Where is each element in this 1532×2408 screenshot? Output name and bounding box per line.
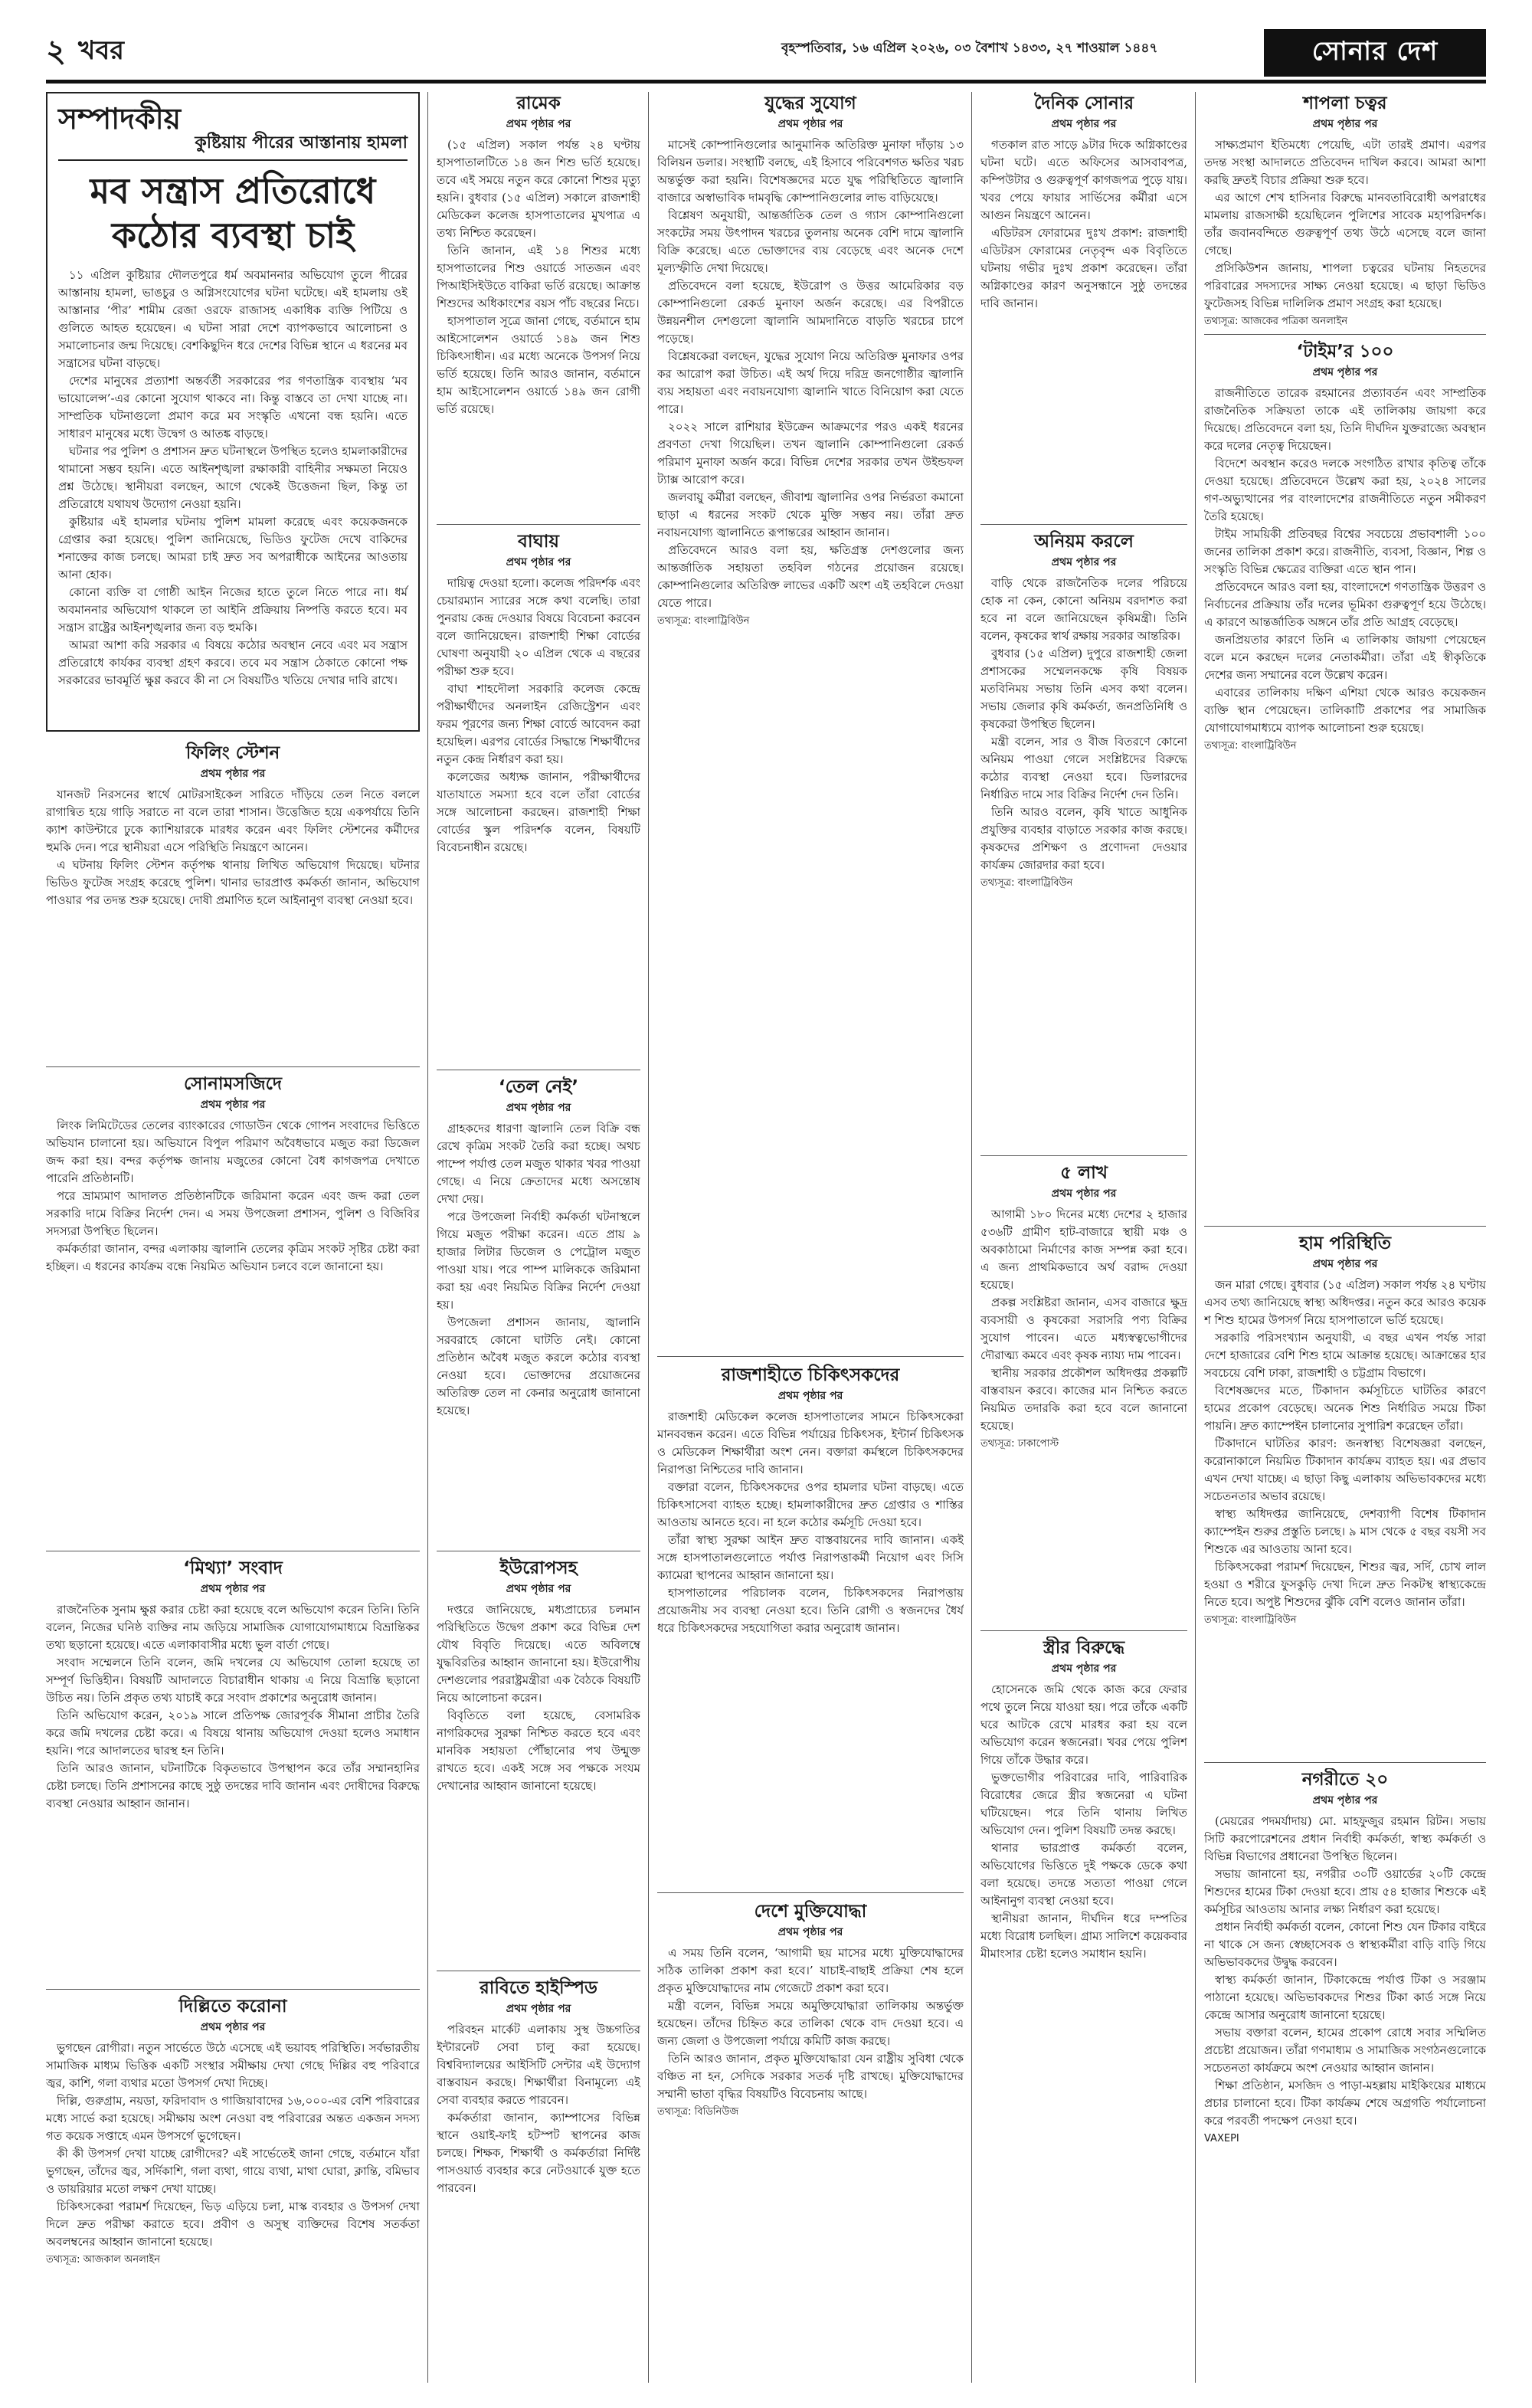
article-paragraph: কলেজের অধ্যক্ষ জানান, পরীক্ষার্থীদের যাতাযাতে সমস্যা হবে বলে তাঁরা বোর্ডের সঙ্গে আলোচনা করছেন। রাজশাহী শিক্ষা বোর্ডের স্কুল পরিদর্শক বলেন, বিষয়টি বিবেচনাধীন রয়েছে। [437, 770, 640, 854]
article-paragraph: বিশ্লেষকেরা বলছেন, যুদ্ধের সুযোগ নিয়ে অতিরিক্ত মুনাফার ওপর কর আরোপ করা উচিত। এই অর্থ দিয়ে দরিদ্র জনগোষ্ঠীর জ্বালানি ব্যয় সহায়তা এবং নবায়নযোগ্য জ্বালানি খাতে বিনিয়োগ করা যেতে পারে। [657, 349, 964, 416]
divider [1204, 334, 1486, 335]
article-paragraph: তিনি অভিযোগ করেন, ২০১৯ সালে প্রতিপক্ষ জোরপূর্বক সীমানা প্রাচীর তৈরি করে জমি দখলের চেষ্টা করে। এ বিষয়ে থানায় অভিযোগ দেওয়া হলেও সমাধান হয়নি। পরে আদালতের দ্বারস্থ হন তিনি। [46, 1709, 420, 1758]
article-dainik-sonar [980, 92, 1187, 521]
article-jump: প্রথম পৃষ্ঠার পর [1312, 1258, 1378, 1270]
editorial-paragraph: কোনো ব্যক্তি বা গোষ্ঠী আইন নিজের হাতে তুলে নিতে পারে না। ধর্ম অবমাননার অভিযোগ থাকলে তা আইনি প্রক্রিয়ায় নিষ্পত্তি করতে হবে। মব সন্ত্রাস রাষ্ট্রের আইনশৃঙ্খলার জন্য বড় হুমকি। [58, 585, 408, 634]
article-aniyam [980, 530, 1187, 1152]
article-jump: প্রথম পৃষ্ঠার পর [200, 2021, 266, 2033]
article-paragraph: স্থানীয় সরকার প্রকৌশল অধিদপ্তর প্রকল্পটি বাস্তবায়ন করবে। কাজের মান নিশ্চিত করতে নিয়মিত তদারকি করা হবে বলে জানানো হয়েছে। [980, 1366, 1187, 1433]
article-paragraph: তিনি আরও জানান, প্রকৃত মুক্তিযোদ্ধারা যেন রাষ্ট্রীয় সুবিধা থেকে বঞ্চিত না হন, সেদিকে সরকার সতর্ক দৃষ্টি রাখছে। মুক্তিযোদ্ধাদের সম্মানী ভাতা বৃদ্ধির বিষয়টিও বিবেচনায় আছে। [657, 2052, 964, 2101]
article-jump: প্রথম পৃষ্ঠার পর [777, 1926, 843, 1938]
article-paragraph: কর্মকর্তারা জানান, বন্দর এলাকায় জ্বালানি তেলের কৃত্রিম সংকট সৃষ্টির চেষ্টা করা হচ্ছিল। এ ধরনের কার্যক্রম বন্ধে নিয়মিত অভিযান চলবে বলে জানানো হয়। [46, 1242, 420, 1273]
article-credit: VAXEPI [1204, 2133, 1239, 2144]
article-paragraph: স্থানীয়রা জানান, দীর্ঘদিন ধরে দম্পতির মধ্যে বিরোধ চলছিল। গ্রাম্য সালিশে কয়েকবার মীমাংসার চেষ্টা হলেও সমাধান হয়নি। [980, 1912, 1187, 1961]
article-paragraph: স্বাস্থ্য কর্মকর্তা জানান, টিকাকেন্দ্রে পর্যাপ্ত টিকা ও সরঞ্জাম পাঠানো হয়েছে। অভিভাবকদের শিশুর টিকা কার্ড সঙ্গে নিয়ে কেন্দ্রে আসার অনুরোধ জানানো হয়েছে। [1204, 1973, 1486, 2022]
article-headline: ‘তেল নেই’ [498, 1077, 579, 1097]
article-headline: যুদ্ধের সুযোগ [764, 93, 856, 113]
article-five-lakh [980, 1161, 1187, 1627]
article-paragraph: হাসপাতালের পরিচালক বলেন, চিকিৎসকদের নিরাপত্তায় প্রয়োজনীয় সব ব্যবস্থা নেওয়া হবে। তিনি রোগী ও স্বজনদের ধৈর্য ধরে চিকিৎসকদের সহযোগিতা করার অনুরোধ জানান। [657, 1586, 964, 1635]
article-headline: দৈনিক সোনার [1033, 93, 1134, 113]
column-rule [1195, 92, 1196, 2383]
article-credit: তথ্যসূত্র: বাংলাট্রিবিউন [1204, 740, 1297, 752]
article-jump: প্রথম পৃষ্ঠার পর [1051, 1188, 1117, 1200]
article-ham [1204, 1232, 1486, 1759]
article-paragraph: স্বাস্থ্য অধিদপ্তর জানিয়েছে, দেশব্যাপী বিশেষ টিকাদান ক্যাম্পেইন শুরুর প্রস্তুতি চলছে। ৯ মাস থেকে ৫ বছর বয়সী সব শিশুকে এর আওতায় আনা হবে। [1204, 1507, 1486, 1556]
article-paragraph: রাজনীতিতে তারেক রহমানের প্রত্যাবর্তন এবং সাম্প্রতিক রাজনৈতিক সক্রিয়তা তাকে এই তালিকায় জায়গা করে দিয়েছে। প্রতিবেদনে বলা হয়, তিনি দীর্ঘদিন যুক্তরাজ্যে অবস্থান করে দলের নেতৃত্ব দিয়েছেন। [1204, 386, 1486, 453]
article-paragraph: পরিবহন মার্কেট এলাকায় সুস্থ উচ্চগতির ইন্টারনেট সেবা চালু করা হয়েছে। বিশ্ববিদ্যালয়ের আইসিটি সেন্টার এই উদ্যোগ বাস্তবায়ন করছে। শিক্ষার্থীরা বিনামূল্যে এই সেবা ব্যবহার করতে পারবেন। [437, 2023, 640, 2107]
article-paragraph: যানজট নিরসনের স্বার্থে মোটরসাইকেল সারিতে দাঁড়িয়ে তেল নিতে বললে রাগান্বিত হয়ে গাড়ি সরাতে না বলে তারা শাসান। উত্তেজিত হয়ে একপর্যায়ে তিনি ক্যাশ কাউন্টারে ঢুকে ক্যাশিয়ারকে মারধর করেন এবং ফিলিং স্টেশনের কর্মীদের হুমকি দেন। পরে স্থানীয়রা এসে পরিস্থিতি নিয়ন্ত্রণে আনেন। [46, 788, 420, 854]
editorial-body [58, 267, 408, 690]
article-paragraph: প্রতিবেদনে বলা হয়েছে, ইউরোপ ও উত্তর আমেরিকার বড় কোম্পানিগুলো রেকর্ড মুনাফা অর্জন করেছে। এর বিপরীতে উন্নয়নশীল দেশগুলো জ্বালানি আমদানিতে বাড়তি খরচের চাপে পড়েছে। [657, 279, 964, 346]
article-paragraph: চিকিৎসকেরা পরামর্শ দিয়েছেন, শিশুর জ্বর, সর্দি, চোখ লাল হওয়া ও শরীরে ফুসকুড়ি দেখা দিলে দ্রুত নিকটস্থ স্বাস্থ্যকেন্দ্রে নিতে হবে। অপুষ্ট শিশুদের ঝুঁকি বেশি বলেও জানান তাঁরা। [1204, 1560, 1486, 1609]
article-credit: তথ্যসূত্র: বিডিনিউজ [657, 2106, 739, 2118]
article-jump: প্রথম পৃষ্ঠার পর [1051, 556, 1117, 568]
article-headline: রাবিতে হাইস্পিড [480, 1978, 597, 1998]
article-jump: প্রথম পৃষ্ঠার পর [1051, 118, 1117, 130]
editorial-box [46, 92, 420, 732]
article-freedom-fighter [657, 1900, 964, 2378]
article-paragraph: তাঁরা স্বাস্থ্য সুরক্ষা আইন দ্রুত বাস্তবায়নের দাবি জানান। একই সঙ্গে হাসপাতালগুলোতে পর্যাপ্ত নিরাপত্তাকর্মী নিয়োগ এবং সিসি ক্যামেরা স্থাপনের আহ্বান জানানো হয়। [657, 1533, 964, 1582]
divider [657, 1356, 964, 1357]
article-paragraph: দায়িত্ব দেওয়া হলো। কলেজ পরিদর্শক এবং চেয়ারম্যান স্যারের সঙ্গে কথা বলেছি। তারা পুনরায় কেন্দ্র দেওয়ার বিষয়ে বিবেচনা করবেন বলে জানিয়েছেন। রাজশাহী শিক্ষা বোর্ডের ঘোষণা অনুযায়ী ২০ এপ্রিল থেকে এ বছরের পরীক্ষা শুরু হবে। [437, 576, 640, 678]
article-paragraph: (১৫ এপ্রিল) সকাল পর্যন্ত ২৪ ঘণ্টায় হাসপাতালটিতে ১৪ জন শিশু ভর্তি হয়েছে। তবে এই সময়ে নতুন করে কোনো শিশুর মৃত্যু হয়নি। বুধবার (১৫ এপ্রিল) সকালে রাজশাহী মেডিকেল কলেজ হাসপাতালের মুখপাত্র এ তথ্য নিশ্চিত করেছেন। [437, 138, 640, 240]
editorial-paragraph: দেশের মানুষের প্রত্যাশা অন্তর্বর্তী সরকারের পর গণতান্ত্রিক ব্যবস্থায় ‘মব ভায়োলেন্স’-এর কোনো সুযোগ থাকবে না। কিন্তু বাস্তবে তা দেখা যাচ্ছে না। সাম্প্রতিক ঘটনাগুলো প্রমাণ করে মব সংস্কৃতি এখনো বন্ধ হয়নি। এতে সাধারণ মানুষের মধ্যে উদ্বেগ ও আতঙ্ক বাড়ছে। [58, 374, 408, 441]
article-mithya [46, 1557, 420, 1986]
article-headline: সোনামসজিদে [183, 1074, 283, 1094]
article-jump: প্রথম পৃষ্ঠার পর [777, 118, 843, 130]
article-paragraph: বিশেষজ্ঞদের মতে, টিকাদান কর্মসূচিতে ঘাটতির কারণে হামের প্রকোপ বেড়েছে। অনেক শিশু নির্ধারিত সময়ে টিকা পায়নি। দ্রুত ক্যাম্পেইন চালানোর সুপারিশ করেছেন তাঁরা। [1204, 1384, 1486, 1433]
article-paragraph: (মেয়রের পদমর্যাদায়) মো. মাহফুজুর রহমান রিটন। সভায় সিটি করপোরেশনের প্রধান নির্বাহী কর্মকর্তা, স্বাস্থ্য কর্মকর্তা ও বিভিন্ন বিভাগের প্রধানেরা উপস্থিত ছিলেন। [1204, 1814, 1486, 1863]
article-paragraph: জলবায়ু কর্মীরা বলছেন, জীবাশ্ম জ্বালানির ওপর নির্ভরতা কমানো ছাড়া এ ধরনের সংকট থেকে মুক্তি সম্ভব নয়। তাঁরা দ্রুত নবায়নযোগ্য জ্বালানিতে রূপান্তরের আহ্বান জানান। [657, 490, 964, 539]
article-jump: প্রথম পৃষ্ঠার পর [200, 1099, 266, 1111]
article-war [657, 92, 964, 1348]
article-credit: তথ্যসূত্র: বাংলাট্রিবিউন [657, 615, 750, 627]
article-paragraph: ভুক্তভোগীর পরিবারের দাবি, পারিবারিক বিরোধের জেরে স্ত্রীর স্বজনেরা এ ঘটনা ঘটিয়েছেন। পরে তিনি থানায় লিখিত অভিযোগ দেন। পুলিশ বিষয়টি তদন্ত করছে। [980, 1771, 1187, 1837]
article-credit: তথ্যসূত্র: আজকাল অনলাইন [46, 2254, 161, 2265]
article-headline: অনিয়ম করলে [1034, 532, 1134, 552]
article-paragraph: তিনি আরও বলেন, কৃষি খাতে আধুনিক প্রযুক্তির ব্যবহার বাড়াতে সরকার কাজ করছে। কৃষকদের প্রশিক্ষণ ও প্রণোদনা দেওয়ার কার্যক্রম জোরদার করা হবে। [980, 805, 1187, 872]
article-paragraph: এডিটরস ফোরামের দুঃখ প্রকাশ: রাজশাহী এডিটরস ফোরামের নেতৃবৃন্দ এক বিবৃতিতে ঘটনায় গভীর দুঃখ প্রকাশ করেছেন। তাঁরা অগ্নিকাণ্ডের কারণ অনুসন্ধানে সুষ্ঠু তদন্তের দাবি জানান। [980, 226, 1187, 310]
article-headline: ‘টাইম’র ১০০ [1296, 342, 1394, 362]
article-baghai [437, 530, 640, 1066]
article-headline: ৫ লাখ [1060, 1163, 1108, 1183]
article-paragraph: টাইম সাময়িকী প্রতিবছর বিশ্বের সবচেয়ে প্রভাবশালী ১০০ জনের তালিকা প্রকাশ করে। রাজনীতি, ব্যবসা, বিজ্ঞান, শিল্প ও সংস্কৃতি বিভিন্ন ক্ষেত্রের ব্যক্তিরা এতে স্থান পান। [1204, 527, 1486, 576]
article-paragraph: বুধবার (১৫ এপ্রিল) দুপুরে রাজশাহী জেলা প্রশাসকের সম্মেলনকক্ষে কৃষি বিষয়ক মতবিনিময় সভায় তিনি এসব কথা বলেন। সভায় জেলার কৃষি কর্মকর্তা, জনপ্রতিনিধি ও কৃষকেরা উপস্থিত ছিলেন। [980, 647, 1187, 731]
article-credit: তথ্যসূত্র: বাংলাট্রিবিউন [980, 877, 1073, 889]
article-jump: প্রথম পৃষ্ঠার পর [1312, 1794, 1378, 1807]
article-headline: রাজশাহীতে চিকিৎসকদের [721, 1365, 900, 1385]
article-headline: ফিলিং স্টেশন [185, 743, 280, 763]
column-rule [971, 92, 972, 2383]
article-jump: প্রথম পৃষ্ঠার পর [1312, 118, 1378, 130]
divider [1204, 1762, 1486, 1763]
article-jump: প্রথম পৃষ্ঠার পর [506, 556, 571, 568]
masthead [46, 29, 1486, 86]
article-headline: স্ত্রীর বিরুদ্ধে [1043, 1638, 1125, 1658]
article-jump: প্রথম পৃষ্ঠার পর [506, 1583, 571, 1595]
article-shapla [1204, 92, 1486, 331]
divider [657, 1892, 964, 1893]
newspaper-logo: সোনার দেশ [1264, 29, 1486, 77]
article-paragraph: বিশ্লেষণ অনুযায়ী, আন্তর্জাতিক তেল ও গ্যাস কোম্পানিগুলো সংকটের সময় উৎপাদন খরচের তুলনায় অনেক বেশি দামে জ্বালানি বিক্রি করেছে। এতে ভোক্তাদের ব্যয় বেড়েছে এবং অনেক দেশে মূল্যস্ফীতি দেখা দিয়েছে। [657, 208, 964, 275]
article-paragraph: প্রসিকিউশন জানায়, শাপলা চত্বরের ঘটনায় নিহতদের পরিবারের সদস্যদের সাক্ষ্য নেওয়া হয়েছে। এ ছাড়া ভিডিও ফুটেজসহ বিভিন্ন দালিলিক প্রমাণ সংগ্রহ করা হয়েছে। [1204, 261, 1486, 310]
editorial-paragraph: ঘটনার পর পুলিশ ও প্রশাসন দ্রুত ঘটনাস্থলে উপস্থিত হলেও হামলাকারীদের থামানো সম্ভব হয়নি। এতে আইনশৃঙ্খলা রক্ষাকারী বাহিনীর সক্ষমতা নিয়েও প্রশ্ন উঠেছে। স্থানীয়রা বলছেন, আগে থেকেই উত্তেজনা ছিল, কিন্তু তা প্রতিরোধে যথাযথ উদ্যোগ নেওয়া হয়নি। [58, 444, 408, 511]
article-paragraph: বক্তারা বলেন, চিকিৎসকদের ওপর হামলার ঘটনা বাড়ছে। এতে চিকিৎসাসেবা ব্যাহত হচ্ছে। হামলাকারীদের দ্রুত গ্রেপ্তার ও শাস্তির আওতায় আনতে হবে। না হলে কঠোর কর্মসূচি দেওয়া হবে। [657, 1480, 964, 1529]
article-paragraph: দপ্তরে জানিয়েছে, মধ্যপ্রাচ্যের চলমান পরিস্থিতিতে উদ্বেগ প্রকাশ করে বিভিন্ন দেশ যৌথ বিবৃতি দিয়েছে। এতে অবিলম্বে যুদ্ধবিরতির আহ্বান জানানো হয়। ইউরোপীয় দেশগুলোর পররাষ্ট্রমন্ত্রীরা এক বৈঠকে বিষয়টি নিয়ে আলোচনা করেন। [437, 1603, 640, 1705]
article-paragraph: বাড়ি থেকে রাজনৈতিক দলের পরিচয়ে হোক না কেন, কোনো অনিয়ম বরদাশত করা হবে না বলে জানিয়েছেন কৃষিমন্ত্রী। তিনি বলেন, কৃষকের স্বার্থ রক্ষায় সরকার আন্তরিক। [980, 576, 1187, 643]
editorial-paragraph: আমরা আশা করি সরকার এ বিষয়ে কঠোর অবস্থান নেবে এবং মব সন্ত্রাস প্রতিরোধে কার্যকর ব্যবস্থা গ্রহণ করবে। তবে মব সন্ত্রাস ঠেকাতে কোনো পক্ষ সরকারের ভাবমূর্তি ক্ষুণ্ণ করবে কী না সে বিষয়টিও খতিয়ে দেখার দাবি রাখে। [58, 638, 408, 687]
article-jump: প্রথম পৃষ্ঠার পর [1051, 1663, 1117, 1675]
article-headline: বাঘায় [518, 532, 559, 552]
article-paragraph: পরে উপজেলা নির্বাহী কর্মকর্তা ঘটনাস্থলে গিয়ে মজুত পরীক্ষা করেন। এতে প্রায় ৯ হাজার লিটার ডিজেল ও পেট্রোল মজুত পাওয়া যায়। পরে পাম্প মালিককে জরিমানা করা হয় এবং নিয়মিত বিক্রির নির্দেশ দেওয়া হয়। [437, 1210, 640, 1312]
article-paragraph: ভুগছেন রোগীরা। নতুন সার্ভেতে উঠে এসেছে এই ভয়াবহ পরিস্থিতি। সর্বভারতীয় সামাজিক মাধ্যম ভিত্তিক একটি সংস্থার সমীক্ষায় দেখা গেছে দিল্লির বহু পরিবারে জ্বর, কাশি, গলা ব্যথার মতো উপসর্গ দেখা দিচ্ছে। [46, 2041, 420, 2090]
divider [46, 1989, 420, 1990]
article-paragraph: জন মারা গেছে। বুধবার (১৫ এপ্রিল) সকাল পর্যন্ত ২৪ ঘণ্টায় এসব তথ্য জানিয়েছে স্বাস্থ্য অধিদপ্তর। নতুন করে আরও কয়েক শ শিশু হামের উপসর্গ নিয়ে হাসপাতালে ভর্তি হয়েছে। [1204, 1278, 1486, 1327]
article-paragraph: তিনি আরও জানান, ঘটনাটিকে বিকৃতভাবে উপস্থাপন করে তাঁর সম্মানহানির চেষ্টা চলছে। তিনি প্রশাসনের কাছে সুষ্ঠু তদন্তের দাবি জানান এবং দোষীদের বিরুদ্ধে ব্যবস্থা নেওয়ার আহ্বান জানান। [46, 1761, 420, 1810]
article-paragraph: টিকাদানে ঘাটতির কারণ: জনস্বাস্থ্য বিশেষজ্ঞরা বলছেন, করোনাকালে নিয়মিত টিকাদান কার্যক্রম ব্যাহত হয়। এর প্রভাব এখন দেখা যাচ্ছে। এ ছাড়া কিছু এলাকায় অভিভাবকদের মধ্যে সচেতনতার অভাব রয়েছে। [1204, 1437, 1486, 1503]
article-paragraph: হাসপাতাল সূত্রে জানা গেছে, বর্তমানে হাম আইসোলেশন ওয়ার্ডে ১৪৯ জন শিশু চিকিৎসাধীন। এর মধ্যে অনেকে উপসর্গ নিয়ে ভর্তি হয়েছে। তিনি আরও জানান, বর্তমানে হাম আইসোলেশন ওয়ার্ডে ১৪৯ জন রোগী ভর্তি রয়েছে। [437, 314, 640, 416]
article-time [1204, 340, 1486, 1223]
article-paragraph: সভায় বক্তারা বলেন, হামের প্রকোপ রোধে সবার সম্মিলিত প্রচেষ্টা প্রয়োজন। তাঁরা গণমাধ্যম ও সামাজিক সংগঠনগুলোকে সচেতনতা কার্যক্রমে অংশ নেওয়ার আহ্বান জানান। [1204, 2026, 1486, 2075]
article-paragraph: মাসেই কোম্পানিগুলোর আনুমানিক অতিরিক্ত মুনাফা দাঁড়ায় ১৩ বিলিয়ন ডলার। সংস্থাটি বলছে, এই হিসাবে পরিবেশগত ক্ষতির খরচ অন্তর্ভুক্ত করা হয়নি। বিশেষজ্ঞদের মতে যুদ্ধ পরিস্থিতিতে জ্বালানি বাজারে অস্বাভাবিক দামবৃদ্ধি কোম্পানিগুলোর লাভ বাড়িয়েছে। [657, 138, 964, 205]
article-credit: তথ্যসূত্র: বাংলাট্রিবিউন [1204, 1614, 1297, 1626]
article-paragraph: বিবৃতিতে বলা হয়েছে, বেসামরিক নাগরিকদের সুরক্ষা নিশ্চিত করতে হবে এবং মানবিক সহায়তা পৌঁছানোর পথ উন্মুক্ত রাখতে হবে। একই সঙ্গে সব পক্ষকে সংযম দেখানোর আহ্বান জানানো হয়েছে। [437, 1709, 640, 1793]
divider [980, 524, 1187, 525]
article-paragraph: এ সময় তিনি বলেন, ‘আগামী ছয় মাসের মধ্যে মুক্তিযোদ্ধাদের সঠিক তালিকা প্রকাশ করা হবে।’ যাচাই-বাছাই প্রক্রিয়া শেষ হলে প্রকৃত মুক্তিযোদ্ধাদের নাম গেজেটে প্রকাশ করা হবে। [657, 1946, 964, 1995]
article-jump: প্রথম পৃষ্ঠার পর [506, 118, 571, 130]
editorial-kicker: কুষ্টিয়ায় পীরের আস্তানায় হামলা [58, 132, 408, 161]
article-paragraph: জনপ্রিয়তার কারণে তিনি এ তালিকায় জায়গা পেয়েছেন বলে মনে করছেন দলের নেতাকর্মীরা। তাঁরা এই স্বীকৃতিকে দেশের জন্য সম্মানের বলে উল্লেখ করেন। [1204, 633, 1486, 682]
article-jump: প্রথম পৃষ্ঠার পর [200, 768, 266, 780]
article-credit: তথ্যসূত্র: ঢাকাপোস্ট [980, 1438, 1059, 1450]
article-paragraph: গতকাল রাত সাড়ে ৯টার দিকে অগ্নিকাণ্ডের ঘটনা ঘটে। এতে অফিসের আসবাবপত্র, কম্পিউটার ও গুরুত্বপূর্ণ কাগজপত্র পুড়ে যায়। খবর পেয়ে ফায়ার সার্ভিসের কর্মীরা এসে আগুন নিয়ন্ত্রণে আনেন। [980, 138, 1187, 222]
article-paragraph: সংবাদ সম্মেলনে তিনি বলেন, জমি দখলের যে অভিযোগ তোলা হয়েছে তা সম্পূর্ণ ভিত্তিহীন। বিষয়টি আদালতে বিচারাধীন থাকায় এ নিয়ে বিভ্রান্তি ছড়ানো উচিত নয়। তিনি প্রকৃত তথ্য যাচাই করে সংবাদ প্রকাশের অনুরোধ জানান। [46, 1656, 420, 1705]
article-credit: তথ্যসূত্র: আজকের পত্রিকা অনলাইন [1204, 316, 1348, 327]
article-paragraph: কর্মকর্তারা জানান, ক্যাম্পাসের বিভিন্ন স্থানে ওয়াই-ফাই হটস্পট স্থাপনের কাজ চলছে। শিক্ষক, শিক্ষার্থী ও কর্মকর্তারা নির্দিষ্ট পাসওয়ার্ড ব্যবহার করে নেটওয়ার্কে যুক্ত হতে পারবেন। [437, 2111, 640, 2195]
article-paragraph: থানার ভারপ্রাপ্ত কর্মকর্তা বলেন, অভিযোগের ভিত্তিতে দুই পক্ষকে ডেকে কথা বলা হয়েছে। তদন্তে সত্যতা পাওয়া গেলে আইনানুগ ব্যবস্থা নেওয়া হবে। [980, 1841, 1187, 1908]
masthead-rule [46, 80, 1486, 84]
article-paragraph: প্রতিবেদনে আরও বলা হয়, বাংলাদেশে গণতান্ত্রিক উত্তরণ ও নির্বাচনের প্রক্রিয়ায় তাঁর দলের ভূমিকা গুরুত্বপূর্ণ হয়ে উঠেছে। এ কারণে আন্তর্জাতিক অঙ্গনে তাঁর প্রতি আগ্রহ বেড়েছে। [1204, 580, 1486, 629]
article-headline: দেশে মুক্তিযোদ্ধা [754, 1902, 867, 1921]
article-paragraph: শিক্ষা প্রতিষ্ঠান, মসজিদ ও পাড়া-মহল্লায় মাইকিংয়ের মাধ্যমে প্রচার চালানো হবে। টিকা কার্যক্রম শেষে অগ্রগতি পর্যালোচনা করে পরবর্তী পদক্ষেপ নেওয়া হবে। [1204, 2079, 1486, 2128]
article-sonamasjid [46, 1073, 420, 1548]
article-paragraph: আগামী ১৮০ দিনের মধ্যে দেশের ২ হাজার ৫৩৬টি গ্রামীণ হাট-বাজারে স্থায়ী মঞ্চ ও অবকাঠামো নির্মাণের কাজ সম্পন্ন করা হবে। এ জন্য প্রাথমিকভাবে অর্থ বরাদ্দ দেওয়া হয়েছে। [980, 1207, 1187, 1292]
column-rule [427, 92, 428, 2383]
article-paragraph: লিংক লিমিটেডের তেলের ব্যাংকারের গোডাউন থেকে গোপন সংবাদের ভিত্তিতে অভিযান চালানো হয়। অভিযানে বিপুল পরিমাণ অবৈধভাবে মজুত করা ডিজেল জব্দ করা হয়। বন্দর কর্তৃপক্ষ জানায় মজুতের কোনো বৈধ কাগজপত্র দেখাতে পারেনি প্রতিষ্ঠানটি। [46, 1119, 420, 1185]
article-jump: প্রথম পৃষ্ঠার পর [777, 1390, 843, 1402]
article-europe [437, 1557, 640, 1967]
editorial-title: মব সন্ত্রাস প্রতিরোধে কঠোর ব্যবস্থা চাই [90, 170, 376, 256]
article-paragraph: প্রকল্প সংশ্লিষ্টরা জানান, এসব বাজারে ক্ষুদ্র ব্যবসায়ী ও কৃষকেরা সরাসরি পণ্য বিক্রির সুযোগ পাবেন। এতে মধ্যস্বত্বভোগীদের দৌরাত্ম্য কমবে এবং কৃষক ন্যায্য দাম পাবেন। [980, 1296, 1187, 1362]
article-paragraph: সভায় জানানো হয়, নগরীর ৩০টি ওয়ার্ডের ২০টি কেন্দ্রে শিশুদের হামের টিকা দেওয়া হবে। প্রায় ৫৪ হাজার শিশুকে এই কর্মসূচির আওতায় আনার লক্ষ্য নির্ধারণ করা হয়েছে। [1204, 1867, 1486, 1916]
article-paragraph: প্রতিবেদনে আরও বলা হয়, ক্ষতিগ্রস্ত দেশগুলোর জন্য আন্তর্জাতিক সহায়তা তহবিল গঠনের প্রয়োজন রয়েছে। কোম্পানিগুলোর অতিরিক্ত লাভের একটি অংশ এই তহবিলে দেওয়া যেতে পারে। [657, 543, 964, 610]
article-headline: হাম পরিস্থিতি [1298, 1233, 1392, 1253]
article-jump: প্রথম পৃষ্ঠার পর [506, 2003, 571, 2015]
article-paragraph: রাজশাহী মেডিকেল কলেজ হাসপাতালের সামনে চিকিৎসকেরা মানববন্ধন করেন। এতে বিভিন্ন পর্যায়ের চিকিৎসক, ইন্টার্ন চিকিৎসক ও মেডিকেল শিক্ষার্থীরা অংশ নেন। বক্তারা কর্মস্থলে চিকিৎসকদের নিরাপত্তা নিশ্চিতের দাবি জানান। [657, 1410, 964, 1476]
article-tel-nei [437, 1076, 640, 1548]
article-paragraph: সাক্ষ্যপ্রমাণ ইতিমধ্যে পেয়েছি, এটা তারই প্রমাণ। এরপর তদন্ত সংস্থা আদালতে প্রতিবেদন দাখিল করবে। আমরা আশা করছি দ্রুতই বিচার প্রক্রিয়া শুরু হবে। [1204, 138, 1486, 187]
article-paragraph: পরে ভ্রাম্যমাণ আদালত প্রতিষ্ঠানটিকে জরিমানা করেন এবং জব্দ করা তেল সরকারি দামে বিক্রির নির্দেশ দেন। এ সময় উপজেলা প্রশাসন, পুলিশ ও বিজিবির সদস্যরা উপস্থিত ছিলেন। [46, 1189, 420, 1238]
article-paragraph: গ্রাহকদের ধারণা জ্বালানি তেল বিক্রি বন্ধ রেখে কৃত্রিম সংকট তৈরি করা হচ্ছে। অথচ পাম্পে পর্যাপ্ত তেল মজুত থাকার খবর পাওয়া গেছে। এ নিয়ে ক্রেতাদের মধ্যে অসন্তোষ দেখা দেয়। [437, 1122, 640, 1206]
divider [437, 524, 640, 525]
article-headline: দিল্লিতে করোনা [178, 1997, 287, 2016]
editorial-paragraph: ১১ এপ্রিল কুষ্টিয়ার দৌলতপুরে ধর্ম অবমাননার অভিযোগ তুলে পীরের আস্তানায় হামলা, ভাঙচুর ও অগ্নিসংযোগের ঘটনা ঘটেছে। এই হামলায় ওই আস্তানার ‘পীর’ শামীম রেজা ওরফে রাজাসহ একাধিক ব্যক্তি পিটিয়ে ও গুলিতে আহত হয়েছেন। এ ঘটনা সারা দেশে ব্যাপকভাবে আলোচনা ও সমালোচনার জন্ম দিয়েছে। বেশকিছুদিন ধরে দেশের বিভিন্ন স্থানে এ ধরনের মব সন্ত্রাসের ঘটনা বাড়ছে। [58, 268, 408, 370]
divider [980, 1155, 1187, 1156]
article-paragraph: ২০২২ সালে রাশিয়ার ইউক্রেন আক্রমণের পরও একই ধরনের প্রবণতা দেখা গিয়েছিল। তখন জ্বালানি কোম্পানিগুলো রেকর্ড পরিমাণ মুনাফা অর্জন করে। বিভিন্ন দেশের সরকার তখন উইন্ডফল ট্যাক্স আরোপ করে। [657, 420, 964, 487]
page-number-section [46, 34, 124, 70]
article-paragraph: উপজেলা প্রশাসন জানায়, জ্বালানি সরবরাহে কোনো ঘাটতি নেই। কোনো প্রতিষ্ঠান অবৈধ মজুত করলে কঠোর ব্যবস্থা নেওয়া হবে। ভোক্তাদের প্রয়োজনের অতিরিক্ত তেল না কেনার অনুরোধ জানানো হয়েছে। [437, 1315, 640, 1417]
page-number: ২ [46, 33, 67, 69]
article-jump: প্রথম পৃষ্ঠার পর [1312, 366, 1378, 378]
article-paragraph: তিনি জানান, এই ১৪ শিশুর মধ্যে হাসপাতালের শিশু ওয়ার্ডে সাতজন এবং পিআইসিইউতে বাকিরা ভর্তি রয়েছে। আক্রান্ত শিশুদের অধিকাংশের বয়স পাঁচ বছরের নিচে। [437, 244, 640, 310]
article-jump: প্রথম পৃষ্ঠার পর [200, 1583, 266, 1595]
article-paragraph: সরকারি পরিসংখ্যান অনুযায়ী, এ বছর এখন পর্যন্ত সারা দেশে হাজারের বেশি শিশু হামে আক্রান্ত হয়েছে। আক্রান্তের হার সবচেয়ে বেশি ঢাকা, রাজশাহী ও চট্টগ্রাম বিভাগে। [1204, 1331, 1486, 1380]
date-line: বৃহস্পতিবার, ১৬ এপ্রিল ২০২৬, ০৩ বৈশাখ ১৪৩৩, ২৭ শাওয়াল ১৪৪৭ [781, 41, 1158, 56]
article-paragraph: রাজনৈতিক সুনাম ক্ষুণ্ণ করার চেষ্টা করা হয়েছে বলে অভিযোগ করেন তিনি। তিনি বলেন, নিজের ঘনিষ্ঠ ব্যক্তির নাম জড়িয়ে সামাজিক যোগাযোগমাধ্যমে বিভ্রান্তিকর তথ্য ছড়ানো হয়েছে। এতে এলাকাবাসীর মধ্যে ভুল বার্তা গেছে। [46, 1603, 420, 1652]
article-stree [980, 1636, 1187, 2378]
article-headline: ‘মিথ্যা’ সংবাদ [183, 1558, 283, 1578]
article-rajshahi-doctors [657, 1364, 964, 1885]
article-filling-station [46, 742, 420, 1063]
article-rabi-hospital [437, 1977, 640, 2378]
article-delhi-corona [46, 1995, 420, 2378]
section-name: খবর [78, 34, 124, 66]
article-paragraph: এবারের তালিকায় দক্ষিণ এশিয়া থেকে আরও কয়েকজন ব্যক্তি স্থান পেয়েছেন। তালিকাটি প্রকাশের পর সামাজিক যোগাযোগমাধ্যমে ব্যাপক আলোচনা শুরু হয়েছে। [1204, 686, 1486, 735]
article-jump: প্রথম পৃষ্ঠার পর [506, 1102, 571, 1114]
article-paragraph: বিদেশে অবস্থান করেও দলকে সংগঠিত রাখার কৃতিত্ব তাঁকে দেওয়া হয়েছে। প্রতিবেদনে উল্লেখ করা হয়, ২০২৪ সালের গণ-অভ্যুত্থানের পর বাংলাদেশের রাজনীতিতে নতুন সমীকরণ তৈরি হয়েছে। [1204, 457, 1486, 523]
article-headline: নগরীতে ২০ [1301, 1770, 1389, 1790]
editorial-paragraph: কুষ্টিয়ার এই হামলার ঘটনায় পুলিশ মামলা করেছে এবং কয়েকজনকে গ্রেপ্তার করা হয়েছে। পুলিশ জানিয়েছে, ভিডিও ফুটেজ দেখে বাকিদের শনাক্তের কাজ চলছে। আমরা চাই দ্রুত সব অপরাধীকে আইনের আওতায় আনা হোক। [58, 515, 408, 582]
article-headline: শাপলা চত্বর [1303, 93, 1387, 113]
article-paragraph: বাঘা শাহদৌলা সরকারি কলেজ কেন্দ্রে পরীক্ষার্থীদের অনলাইন রেজিস্ট্রেশন এবং ফরম পূরণের জন্য শিক্ষা বোর্ডে আবেদন করা হয়েছিল। এরপর বোর্ডের সিদ্ধান্তে শিক্ষার্থীদের নতুন কেন্দ্র নির্ধারণ করা হয়। [437, 682, 640, 766]
article-paragraph: হোসেনকে জমি থেকে কাজ করে ফেরার পথে তুলে নিয়ে যাওয়া হয়। পরে তাঁকে একটি ঘরে আটকে রেখে মারধর করা হয় বলে অভিযোগ করেন স্বজনেরা। খবর পেয়ে পুলিশ গিয়ে তাঁকে উদ্ধার করে। [980, 1682, 1187, 1767]
article-paragraph: মন্ত্রী বলেন, সার ও বীজ বিতরণে কোনো অনিয়ম পাওয়া গেলে সংশ্লিষ্টদের বিরুদ্ধে কঠোর ব্যবস্থা নেওয়া হবে। ডিলারদের নির্ধারিত দামে সার বিক্রির নির্দেশ দেন তিনি। [980, 735, 1187, 801]
article-paragraph: দিল্লি, গুরুগ্রাম, নয়ডা, ফরিদাবাদ ও গাজিয়াবাদের ১৬,০০০-এর বেশি পরিবারের মধ্যে সার্ভে করা হয়েছে। সমীক্ষায় অংশ নেওয়া বহু পরিবারের অন্তত একজন সদস্য গত কয়েক সপ্তাহে এমন উপসর্গে ভুগেছেন। [46, 2094, 420, 2143]
article-ramek [437, 92, 640, 521]
article-paragraph: মন্ত্রী বলেন, বিভিন্ন সময়ে অমুক্তিযোদ্ধারা তালিকায় অন্তর্ভুক্ত হয়েছেন। তাঁদের চিহ্নিত করে তালিকা থেকে বাদ দেওয়া হবে। এ জন্য জেলা ও উপজেলা পর্যায়ে কমিটি কাজ করছে। [657, 1999, 964, 2048]
article-headline: রামেক [516, 93, 561, 113]
article-headline: ইউরোপসহ [499, 1558, 578, 1578]
divider [46, 1066, 420, 1067]
divider [1204, 1226, 1486, 1227]
article-paragraph: এ ঘটনায় ফিলিং স্টেশন কর্তৃপক্ষ থানায় লিখিত অভিযোগ দিয়েছে। ঘটনার ভিডিও ফুটেজ সংগ্রহ করেছে পুলিশ। থানার ভারপ্রাপ্ত কর্মকর্তা জানান, অভিযোগ পাওয়ার পর তদন্ত শুরু হয়েছে। দোষী প্রমাণিত হলে আইনানুগ ব্যবস্থা নেওয়া হবে। [46, 858, 420, 907]
article-paragraph: কী কী উপসর্গ দেখা যাচ্ছে রোগীদের? এই সার্ভেতেই জানা গেছে, বর্তমানে যাঁরা ভুগছেন, তাঁদের জ্বর, সর্দিকাশি, গলা ব্যথা, গায়ে ব্যথা, মাথা ঘোরা, ক্লান্তি, বমিভাব ও ডায়রিয়ার মতো লক্ষণ দেখা যাচ্ছে। [46, 2147, 420, 2196]
article-paragraph: প্রধান নির্বাহী কর্মকর্তা বলেন, কোনো শিশু যেন টিকার বাইরে না থাকে সে জন্য স্বেচ্ছাসেবক ও স্বাস্থ্যকর্মীরা বাড়ি বাড়ি গিয়ে অভিভাবকদের উদ্বুদ্ধ করবেন। [1204, 1920, 1486, 1969]
divider [980, 1630, 1187, 1631]
article-paragraph: এর আগে শেখ হাসিনার বিরুদ্ধে মানবতাবিরোধী অপরাধের মামলায় রাজসাক্ষী হয়েছিলেন পুলিশের সাবেক মহাপরিদর্শক। তাঁর জবানবন্দিতে গুরুত্বপূর্ণ তথ্য উঠে এসেছে বলে জানা গেছে। [1204, 191, 1486, 257]
editorial-label: সম্পাদকীয় [58, 102, 181, 136]
article-paragraph: চিকিৎসকেরা পরামর্শ দিয়েছেন, ভিড় এড়িয়ে চলা, মাস্ক ব্যবহার ও উপসর্গ দেখা দিলে দ্রুত পরীক্ষা করাতে হবে। প্রবীণ ও অসুস্থ ব্যক্তিদের বিশেষ সতর্কতা অবলম্বনের আহ্বান জানানো হয়েছে। [46, 2200, 420, 2249]
article-nagari [1204, 1768, 1486, 2378]
column-rule [648, 92, 649, 2383]
